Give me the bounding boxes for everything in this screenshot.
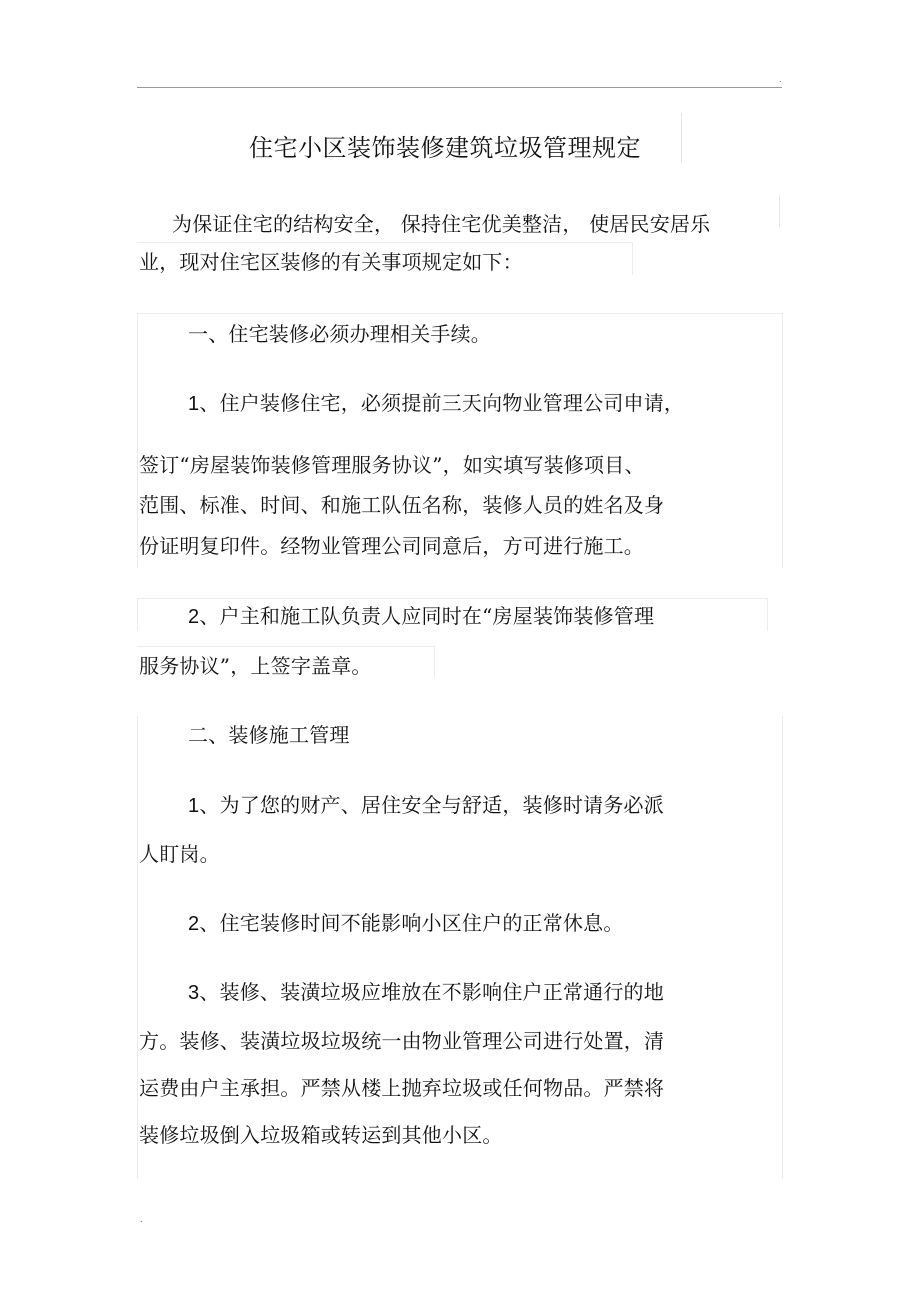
text-line: 范围、标准、时间、和施工队伍名称，装修人员的姓名及身 [139,493,665,517]
text-line [188,387,684,416]
text-line: 服务协议”，上签字盖章。 [139,654,372,678]
text-span: 、装修、装潢垃圾应堆放在不影响住户正常通行的地 [199,980,664,1004]
text-line [188,789,664,818]
document-title: 住宅小区装饰装修建筑垃圾管理规定 [249,134,641,162]
text-span: 、住户装修住宅，必须提前三天向物业管理公司申请， [199,391,685,415]
text-line: 运费由户主承担。严禁从楼上抛弃垃圾或任何物品。严禁将 [139,1076,665,1100]
section-heading: 一、住宅装修必须办理相关手续。 [188,322,491,346]
text-line: 为保证住宅的结构安全， 保持住宅优美整洁， 使居民安居乐 [172,212,711,236]
text-line: 装修垃圾倒入垃圾箱或转运到其他小区。 [139,1123,503,1147]
text-line [188,907,624,936]
header-mark: . [779,75,782,84]
text-span: 、户主和施工队负责人应同时在“房屋装饰装修管理 [199,604,655,628]
item-number: 2 [188,606,200,628]
text-span: 、为了您的财产、居住安全与舒适，装修时请务必派 [199,793,664,817]
text-line [188,600,654,629]
text-line: 份证明复印件。经物业管理公司同意后，方可进行施工。 [139,534,644,558]
text-line: 签订“房屋装饰装修管理服务协议”，如实填写装修项目、 [139,453,645,477]
item-number: 2 [188,913,200,935]
text-line: 业，现对住宅区装修的有关事项规定如下： [139,250,523,274]
item-number: 1 [188,795,200,817]
text-line: 人盯岗。 [139,842,220,866]
frame-line [779,195,780,227]
header-rule [137,87,782,88]
text-line [188,976,664,1005]
footer-mark: . [140,1215,143,1224]
item-number: 3 [188,982,200,1004]
text-span: 、住宅装修时间不能影响小区住户的正常休息。 [199,911,624,935]
section-heading: 二、装修施工管理 [188,723,350,747]
item-number: 1 [188,393,200,415]
frame-box [137,716,783,1179]
text-line: 方。装修、装潢垃圾垃圾统一由物业管理公司进行处置，清 [139,1029,665,1053]
